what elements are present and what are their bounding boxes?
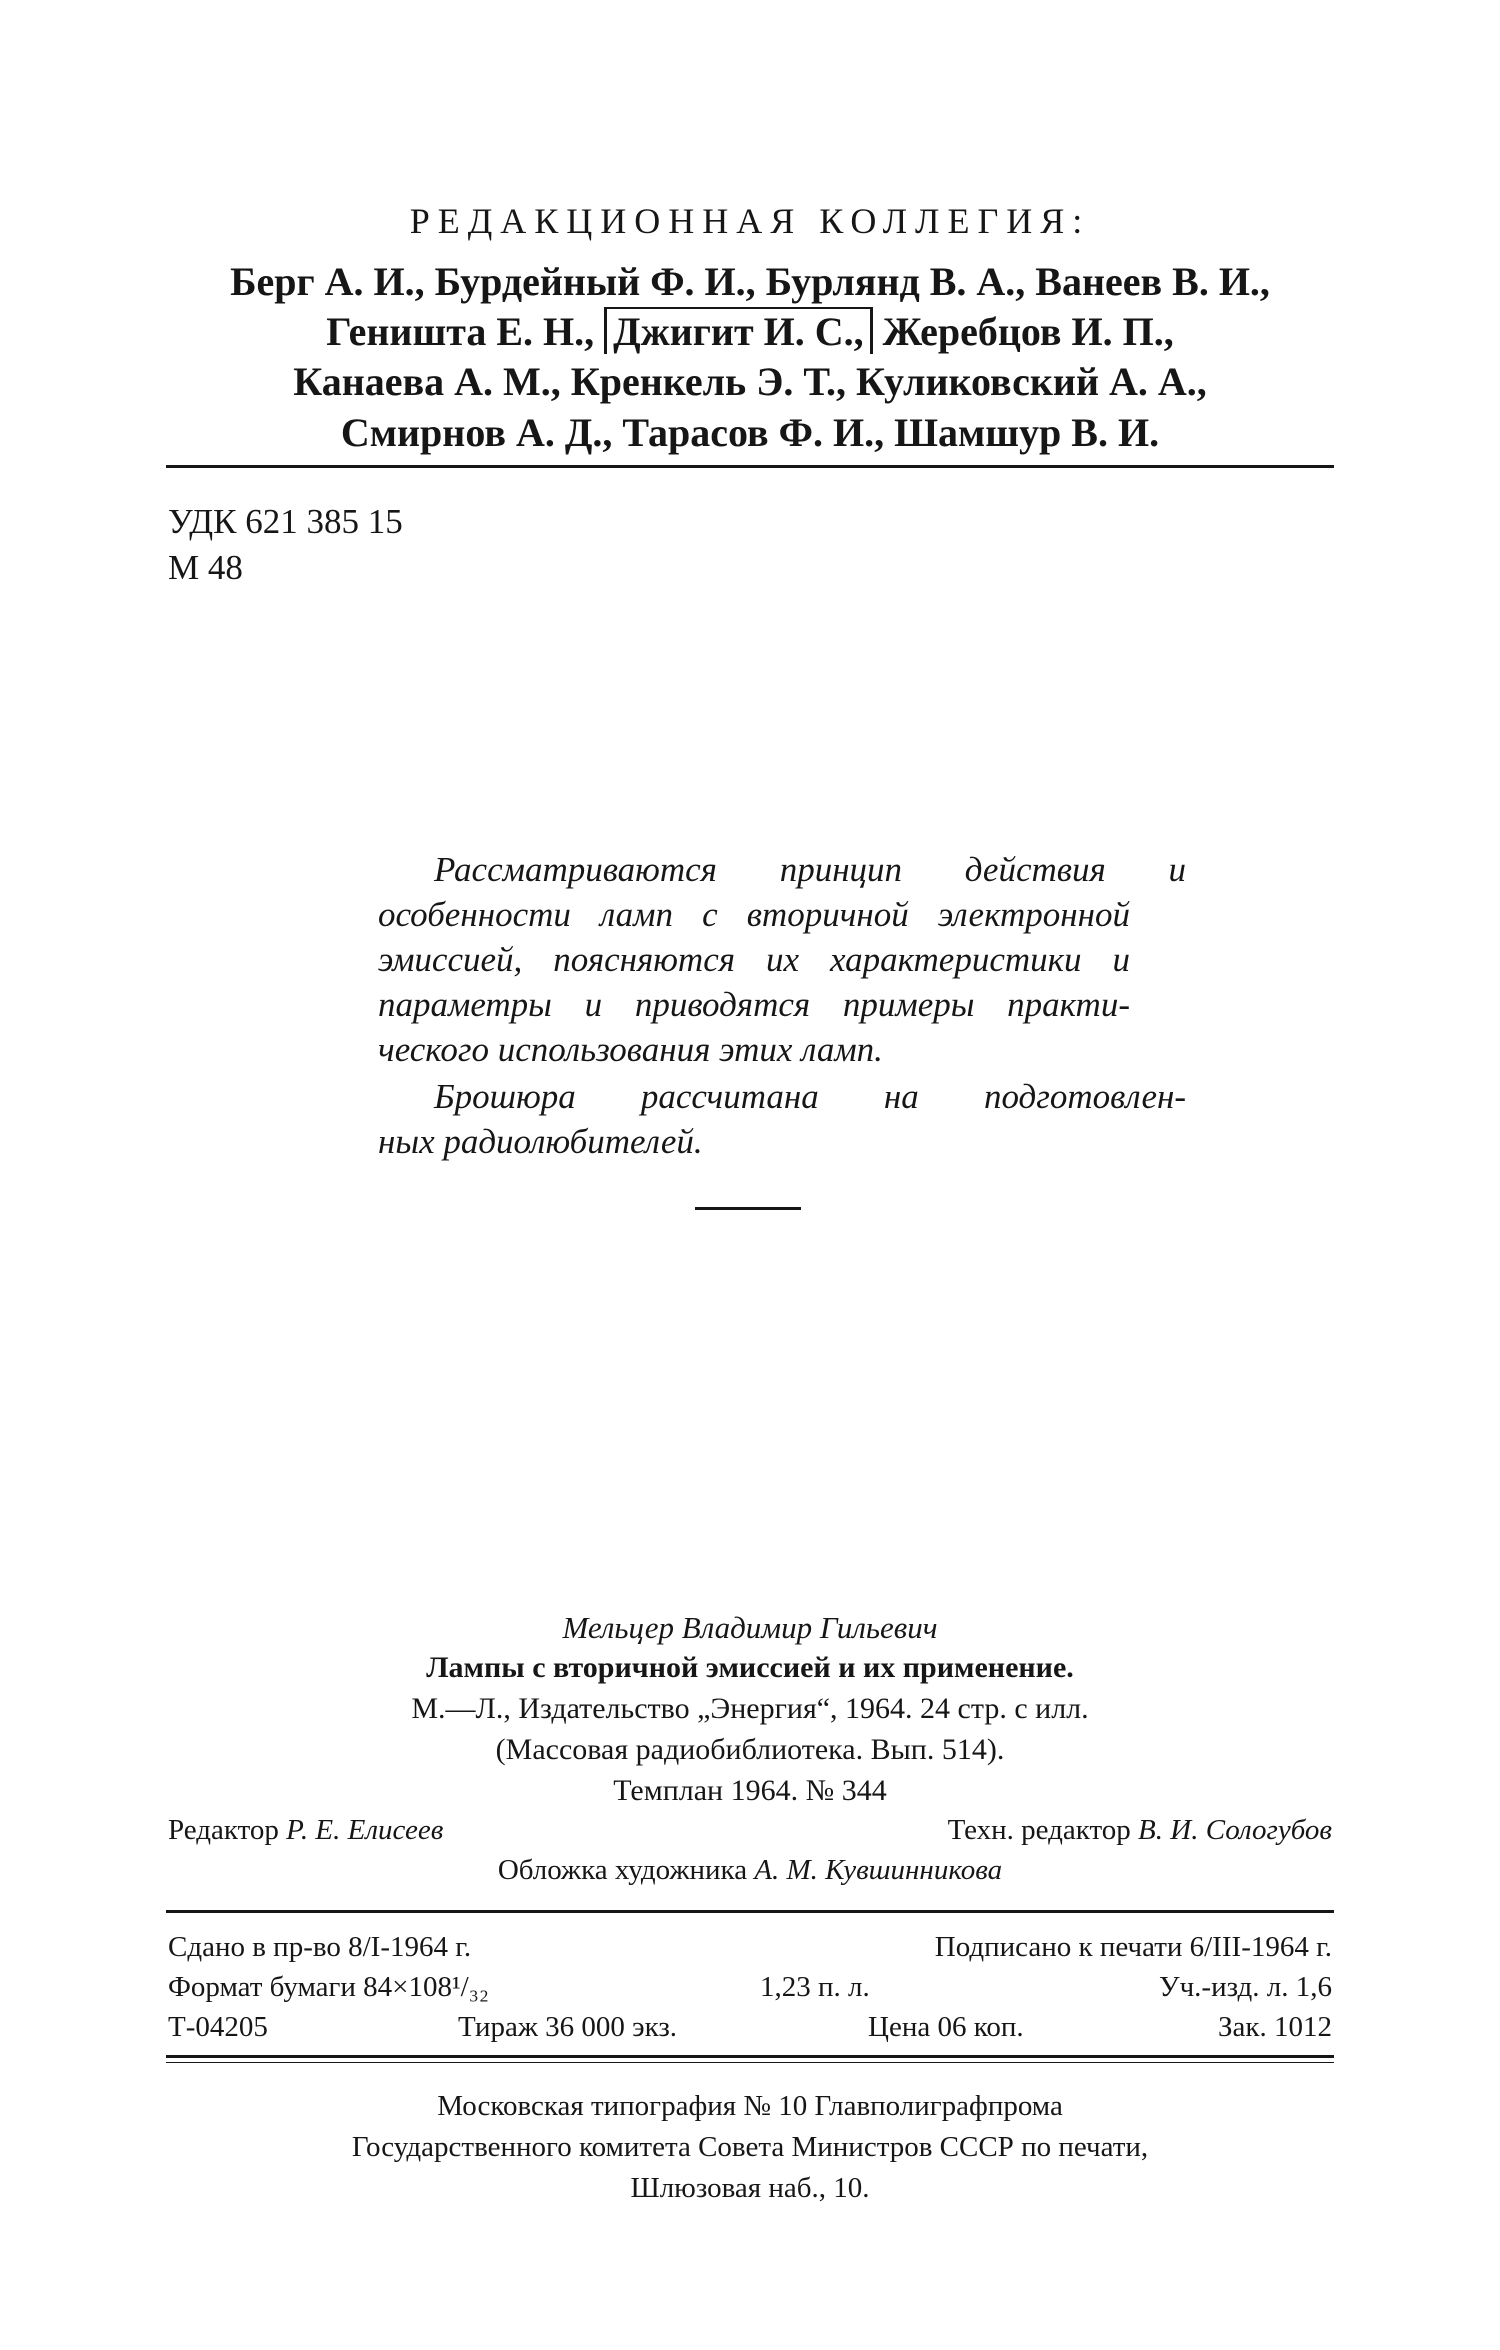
author-name: Мельцер Владимир Гильевич (562, 1610, 938, 1645)
editorial-board-heading: РЕДАКЦИОННАЯ КОЛЛЕГИЯ: (409, 201, 1091, 241)
printed-sheets: 1,23 п. л. (760, 1971, 870, 2003)
submitted-date: Сдано в пр-во 8/I-1964 г. (168, 1931, 472, 1963)
series-line: (Массовая радиобиблиотека. Вып. 514). (495, 1733, 1005, 1766)
cover-credit (0, 1854, 1500, 1887)
print-data-bottom-rule-thin (166, 2062, 1334, 2063)
editor-name: Р. Е. Елисеев (286, 1814, 444, 1846)
classification-code: М 48 (168, 548, 243, 587)
print-data-bottom-rule (166, 2055, 1334, 2058)
price: Цена 06 коп. (868, 2011, 1024, 2043)
abstract-line: Рассматриваются принцип действия и (434, 850, 1186, 889)
tech-editor-credit (948, 1814, 1332, 1847)
order-number: Зак. 1012 (1218, 2011, 1332, 2043)
printer-line: Московская типография № 10 Главполиграфпрома (437, 2090, 1063, 2122)
editorial-board-line: Канаева А. М., Кренкель Э. Т., Куликовский А. А., (293, 359, 1207, 404)
print-data-top-rule (166, 1910, 1334, 1913)
board-member-names: Геништа Е. Н., (326, 309, 595, 354)
editor-label: Редактор (168, 1814, 279, 1846)
print-run: Тираж 36 000 экз. (458, 2011, 678, 2043)
cover-label: Обложка художника (497, 1854, 748, 1886)
editor-credit (168, 1814, 443, 1847)
abstract-line: параметры и приводятся примеры практи- (378, 985, 1130, 1024)
paper-format: Формат бумаги 84×108¹/₃₂ (168, 1971, 489, 2003)
abstract-line: Брошюра рассчитана на подготовлен- (434, 1077, 1186, 1116)
tech-editor-name: В. И. Сологубов (1138, 1814, 1332, 1846)
cover-artist-name: А. М. Кувшинникова (754, 1854, 1003, 1886)
boxed-member-name: Джигит И. С., (604, 307, 872, 354)
editorial-board-line: Смирнов А. Д., Тарасов Ф. И., Шамшур В. И. (340, 410, 1160, 455)
book-title: Лампы с вторичной эмиссией и их применение. (426, 1651, 1074, 1684)
license-code: Т-04205 (168, 2011, 268, 2043)
header-rule (166, 465, 1334, 468)
printer-line: Государственного комитета Совета Министров СССР по печати, (351, 2131, 1149, 2163)
abstract-line: ческого использования этих ламп. (378, 1030, 883, 1069)
signed-date: Подписано к печати 6/III-1964 г. (934, 1931, 1332, 1963)
editorial-board-line: Берг А. И., Бурдейный Ф. И., Бурлянд В. А., Ванеев В. И., (230, 259, 1270, 304)
tech-editor-label: Техн. редактор (947, 1814, 1131, 1846)
abstract-line: ных радиолюбителей. (378, 1122, 703, 1161)
publisher-line: М.—Л., Издательство „Энергия“, 1964. 24 стр. с илл. (411, 1692, 1089, 1725)
abstract-line: особенности ламп с вторичной электронной (378, 895, 1130, 934)
section-divider (695, 1207, 801, 1210)
publication-sheets: Уч.-изд. л. 1,6 (1159, 1971, 1332, 2003)
board-member-names: Жеребцов И. П., (882, 309, 1174, 354)
printer-address: Шлюзовая наб., 10. (630, 2172, 870, 2204)
templan-line: Темплан 1964. № 344 (613, 1774, 887, 1807)
editorial-board-line (0, 308, 1500, 355)
udk-code: УДК 621 385 15 (168, 502, 403, 541)
abstract-line: эмиссией, поясняются их характеристики и (378, 940, 1130, 979)
